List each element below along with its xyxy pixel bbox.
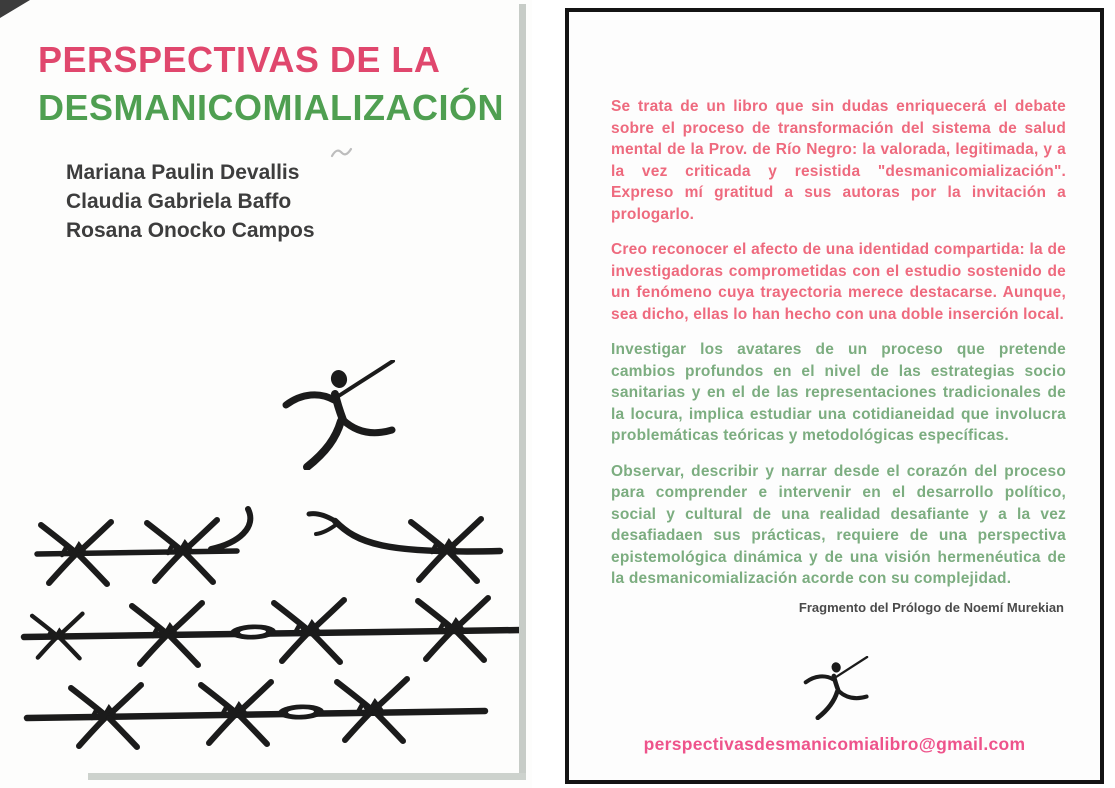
- back-cover: [565, 8, 1104, 784]
- back-cover-text: [569, 96, 1100, 604]
- blurb-paragraph: Se trata de un libro que sin dudas enriquecerá el debate sobre el proceso de transformación del sistema de salud mental de la Prov. de Río Negro: la valorada, legitimada, y a la vez criticada y resistida "desmanicomialización". Expreso mí gratitud a sus autoras por la invitación a prologarlo.: [611, 98, 1066, 223]
- prologue-attribution: Fragmento del Prólogo de Noemí Murekian: [798, 600, 1064, 615]
- author-name: Mariana Paulin Devallis: [66, 161, 300, 184]
- title-line-2: DESMANICOMIALIZACIÓN: [38, 87, 504, 128]
- barbed-wire-icon: [10, 585, 535, 675]
- book-title: [0, 0, 532, 132]
- jumping-person-icon: [569, 656, 1100, 725]
- author-name: Claudia Gabriela Baffo: [66, 190, 292, 213]
- email-link[interactable]: perspectivasdesmanicomialibro@gmail.com: [643, 734, 1026, 754]
- barbed-wire-icon: [15, 497, 535, 597]
- blurb-paragraph: Creo reconocer el afecto de una identidad compartida: la de investigadoras comprometidas con el estudio sostenido de un fenómeno cuya trayectoria merece destacarse. Aunque, sea dicho, ellas lo han hecho con una doble inserción local.: [611, 241, 1066, 323]
- authors-list: [66, 158, 532, 245]
- front-cover: [0, 0, 532, 788]
- barbed-wire-icon: [15, 663, 515, 753]
- author-name: Rosana Onocko Campos: [66, 219, 315, 242]
- page-edge: [88, 773, 526, 780]
- page-edge: [519, 4, 526, 780]
- contact-email-row: [569, 734, 1100, 755]
- title-line-1: PERSPECTIVAS DE LA: [38, 39, 441, 80]
- jumping-person-icon: [276, 360, 398, 470]
- blurb-paragraph: Observar, describir y narrar desde el corazón del proceso para comprender e intervenir en el desarrollo político, social y cultural de una realidad desafiante y a la vez desafiadaen sus prácticas, requiere de una perspectiva epistemológica dinámica y de una visión hermenéutica de la desmanicomialización acorde con su complejidad.: [611, 462, 1066, 587]
- scan-artifact: [330, 144, 356, 164]
- blurb-paragraph: Investigar los avatares de un proceso que pretende cambios profundos en el nivel de las estrategias socio sanitarias y en el de las representaciones tradicionales de la locura, implica estudiar una cotidianeidad que involucra problemáticas teóricas y metodológicas específicas.: [611, 341, 1066, 444]
